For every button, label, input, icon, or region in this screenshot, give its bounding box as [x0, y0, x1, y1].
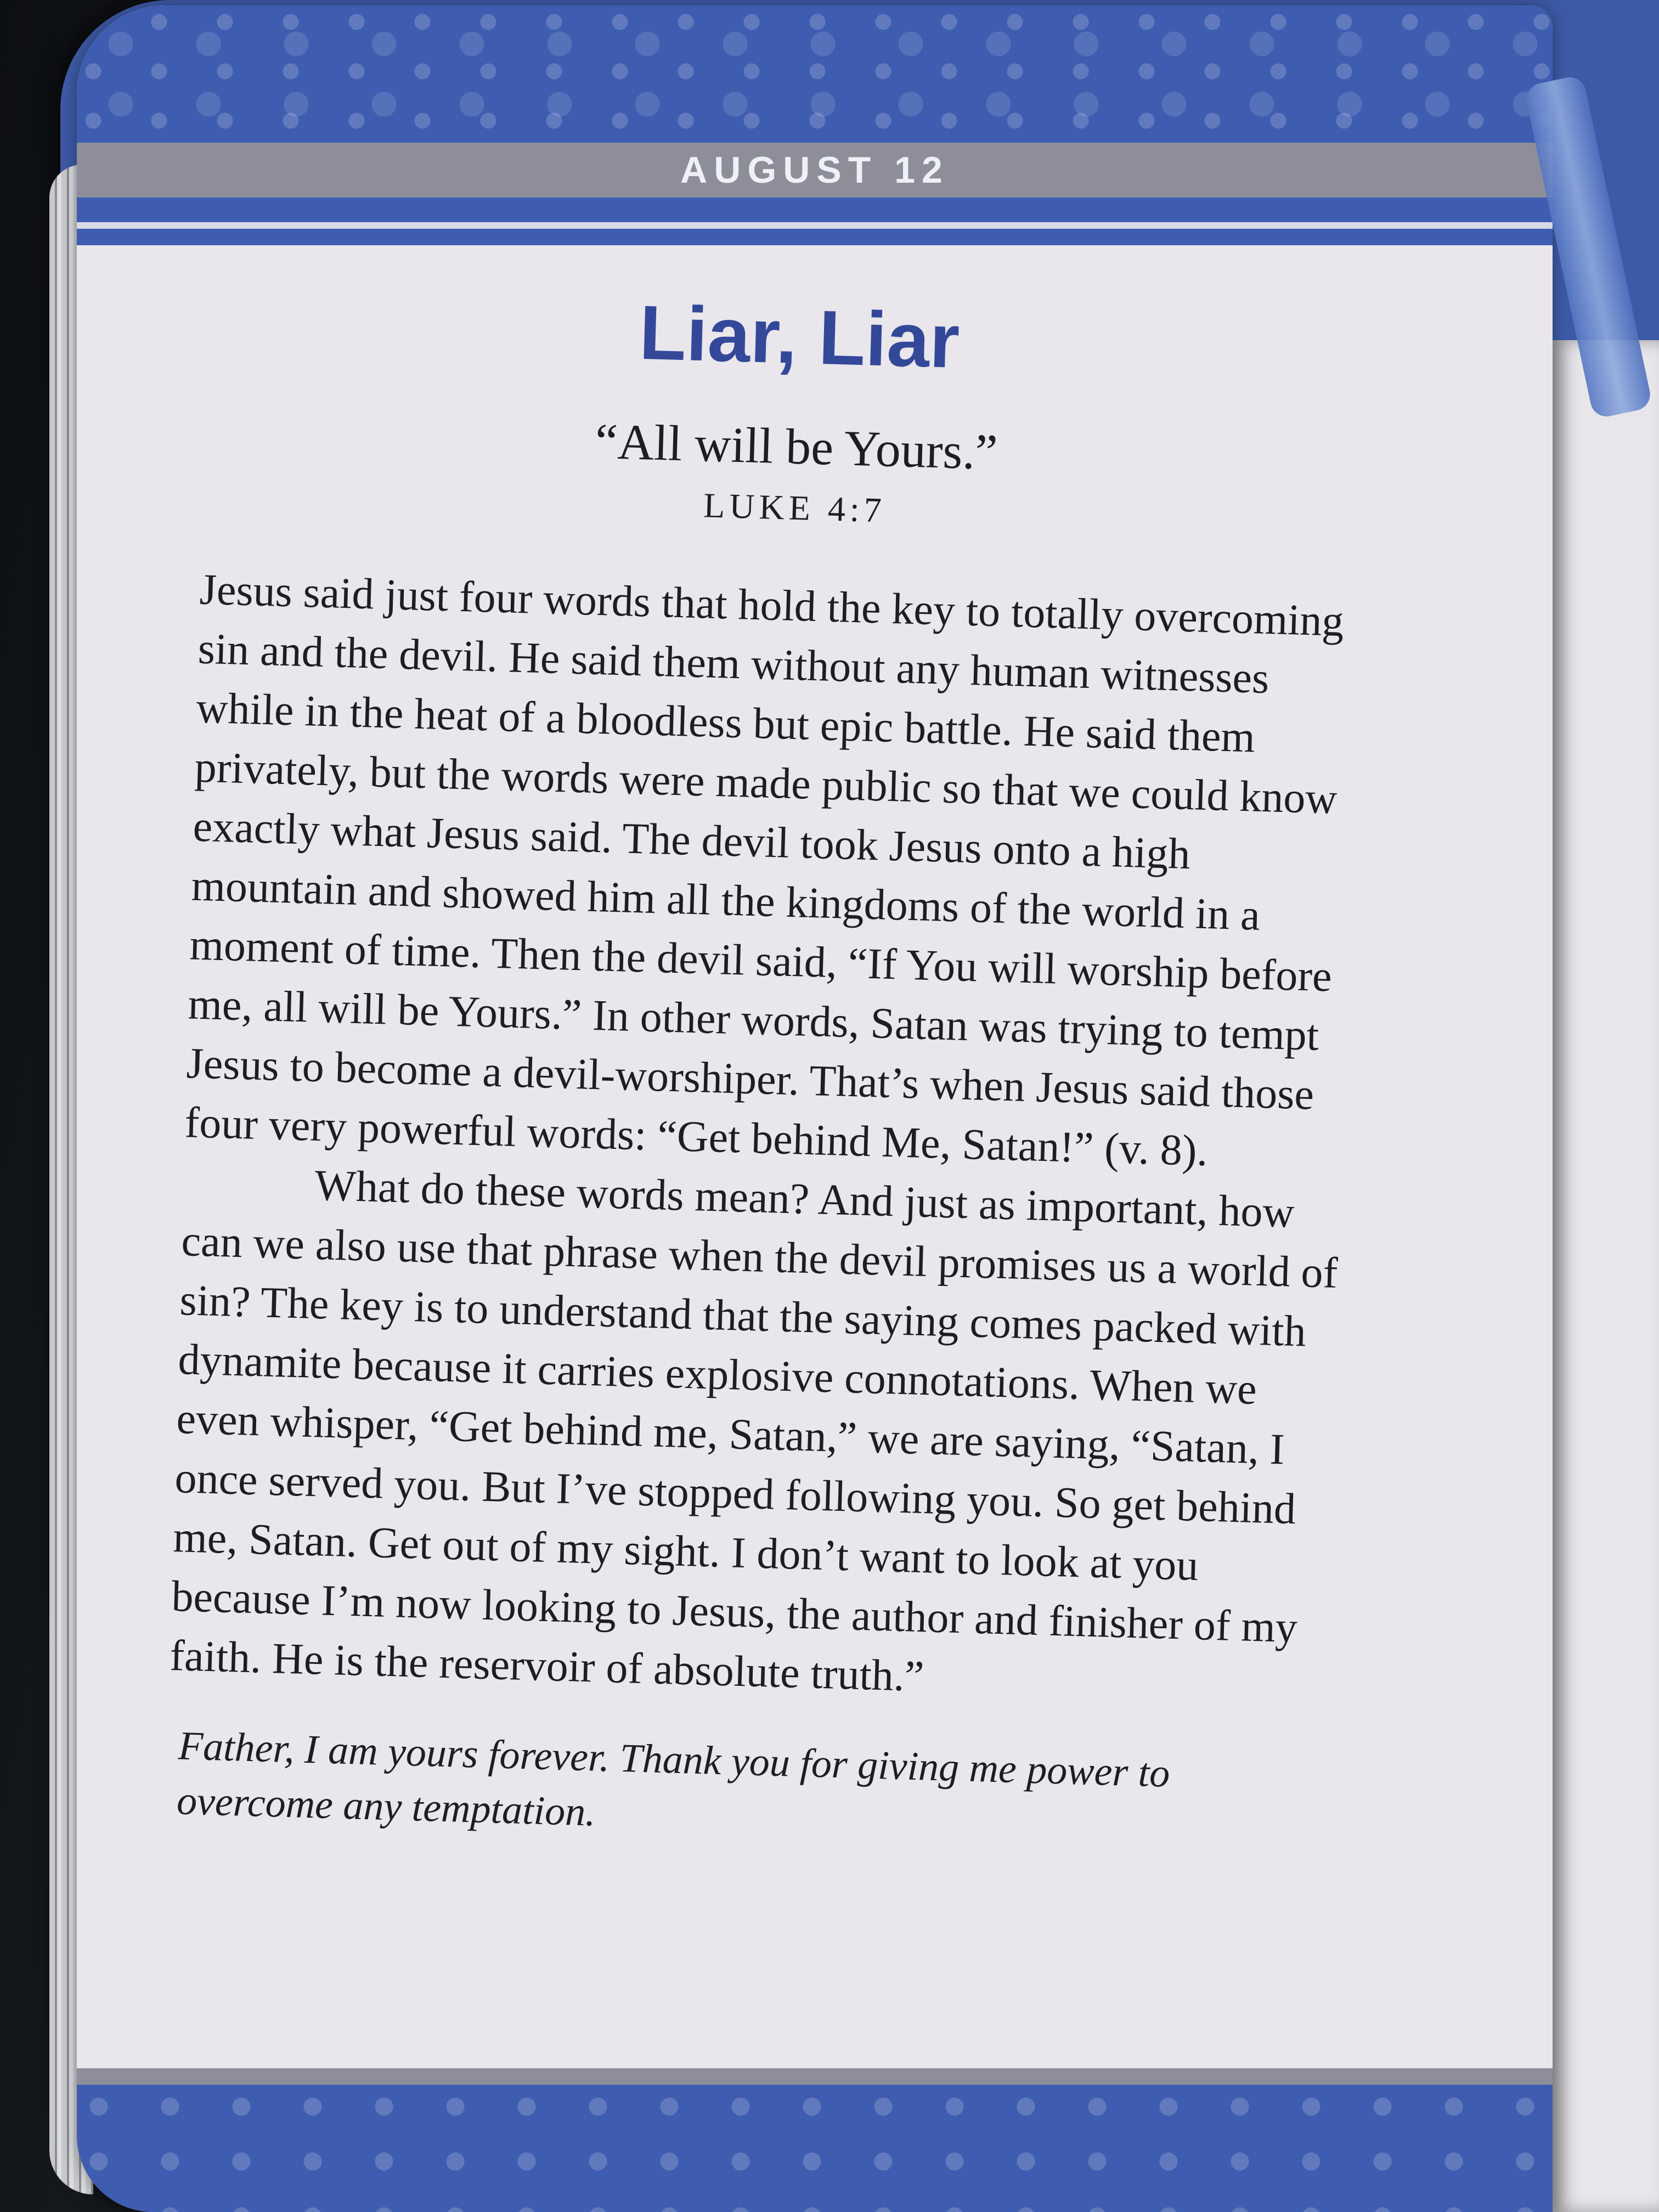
body-paragraph: Jesus said just four words that hold the key to totally overcoming sin and the devil. He said them without any human witnesses while in the heat of a bloodless but epic battle. He said them privately, but the words were made public so that we could know exactly what Jesus said. The devil took Jesus onto a high mountain and showed him all the kingdoms of the world in a moment of time. Then the devil said, “If You will worship before me, all will be Yours.” In other words, Satan was trying to tempt Jesus to become a devil-worshiper. That’s when Jesus said those four very powerful words: “Get behind Me, Satan!” (v. 8). — [184, 565, 1345, 1176]
body-paragraph: What do these words mean? And just as important, how can we also use that phrase when the devil promises us a world of sin? The key is to understand that the saying comes packed with dynamite because it carries explosive connotations. When we even whisper, “Get behind me, Satan,” we are saying, “Satan, I once served you. But I’ve stopped following you. So get behind me, Satan. Get out of my sight. I don’t want to look at you because I’m now looking to Jesus, the author and finisher of my faith. He is the reservoir of absolute truth.” — [169, 1161, 1339, 1701]
header-stripe — [77, 198, 1553, 222]
bottom-decorative-band — [77, 2085, 1553, 2212]
date-label: AUGUST 12 — [680, 149, 949, 191]
verse-reference: LUKE 4:7 — [703, 486, 887, 530]
top-decorative-band — [77, 5, 1553, 143]
header-stripe-lower — [77, 229, 1553, 245]
verse-quote: “All will be Yours.” — [594, 413, 998, 481]
prayer-text: Father, I am yours forever. Thank you for giving me power to overcome any temptation. — [176, 1723, 1171, 1835]
page-content — [169, 274, 1371, 1901]
footer-stripe — [77, 2068, 1553, 2085]
page-title: Liar, Liar — [638, 289, 961, 385]
facing-page — [1553, 340, 1659, 2212]
header-divider — [77, 222, 1553, 229]
